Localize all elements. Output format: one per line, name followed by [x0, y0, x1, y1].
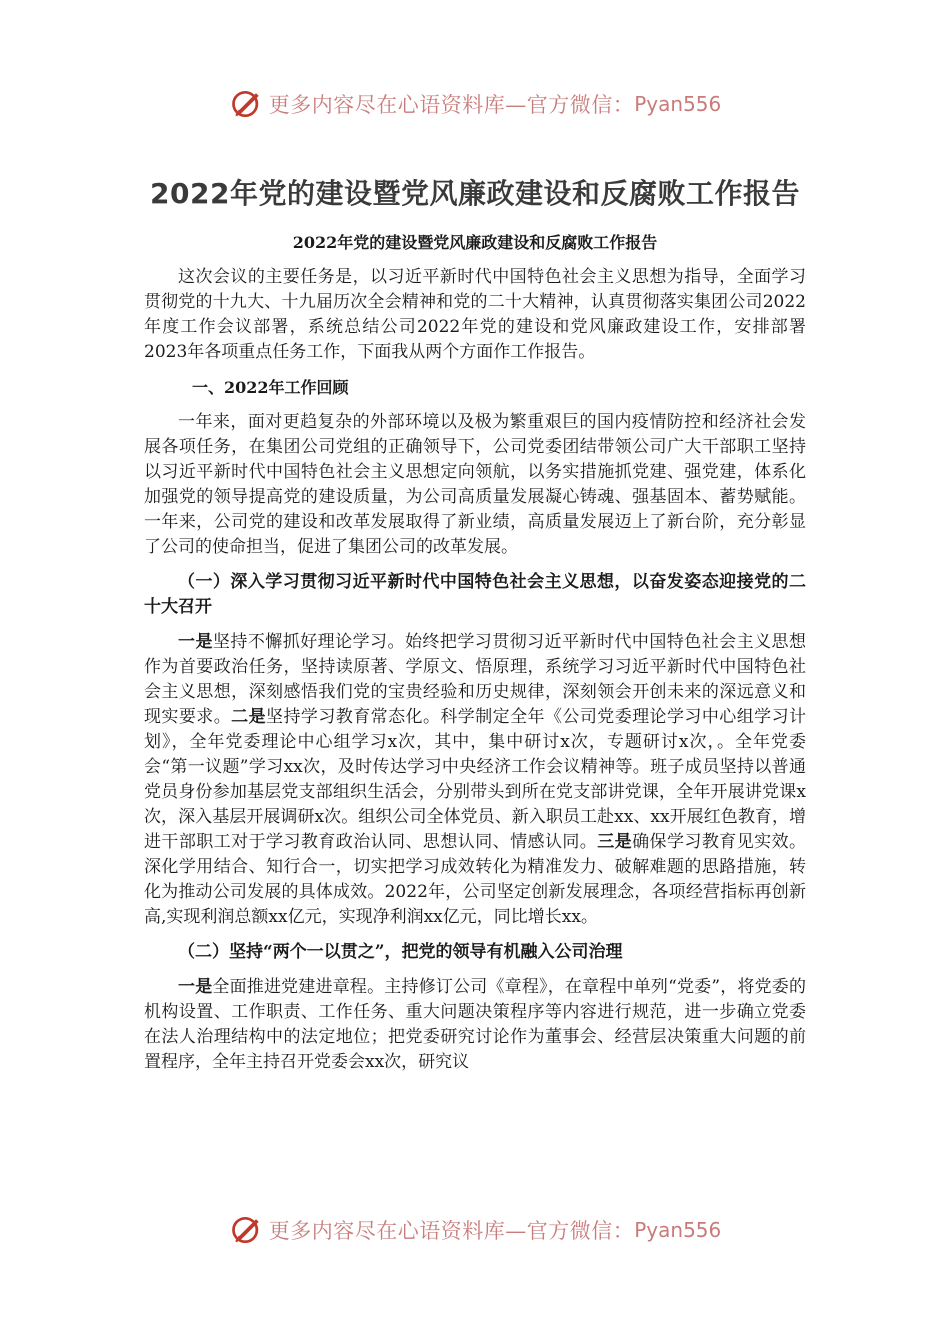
- paragraph-text: 坚持学习教育常态化。科学制定全年《公司党委理论学习中心组学习计划》，全年党委理论中心组学习x次，其中，集中研讨x次，专题研讨x次，。全年党委会“第一议题”学习xx次，及时传达学习中央经济工作会议精神等。班子成员坚持以普通党员身份参加基层党支部组织生活会，分别带头到所在党支部讲党课，全年开展讲党课x次，深入基层开展调研x次。组织公司全体党员、新入职员工赴xx、xx开展红色教育，增进干部职工对于学习教育政治认同、思想认同、情感认同。: [144, 707, 807, 852]
- footer-watermark-banner: [0, 1210, 950, 1250]
- subsection-2-paragraph: [144, 975, 806, 1075]
- paragraph-text: 全面推进党建进章程。主持修订公司《章程》，在章程中单列“党委”，将党委的机构设置、工作职责、工作任务、重大问题决策程序等内容进行规范，进一步确立党委在法人治理结构中的法定地位；把党委研究讨论作为董事会、经营层决策重大问题的前置程序，全年主持召开党委会xx次，研究议: [144, 977, 806, 1072]
- page-title: 2022年党的建设暨党风廉政建设和反腐败工作报告: [150, 177, 800, 210]
- section-heading-review: 一、2022年工作回顾: [192, 378, 349, 397]
- lead-marker: 一是: [178, 632, 213, 652]
- document-subtitle: 2022年党的建设暨党风廉政建设和反腐败工作报告: [292, 233, 658, 252]
- review-paragraph: 一年来，面对更趋复杂的外部环境以及极为繁重艰巨的国内疫情防控和经济社会发展各项任务，在集团公司党组的正确领导下，公司党委团结带领公司广大干部职工坚持以习近平新时代中国特色社会主义思想定向领航，以务实措施抓党建、强党建，体系化加强党的领导提高党的建设质量，为公司高质量发展凝心铸魂、强基固本、蓄势赋能。一年来，公司党的建设和改革发展取得了新业绩，高质量发展迈上了新台阶，充分彰显了公司的使命担当，促进了集团公司的改革发展。: [144, 412, 806, 557]
- lead-marker: 二是: [231, 707, 267, 727]
- subsection-heading-1: （一）深入学习贯彻习近平新时代中国特色社会主义思想，以奋发姿态迎接党的二十大召开: [144, 572, 806, 617]
- banner-wechat-id: Pyan556: [634, 1218, 722, 1242]
- lead-marker: 一是: [178, 977, 213, 997]
- banner-wechat-id: Pyan556: [634, 92, 722, 116]
- header-watermark-banner: [0, 84, 950, 124]
- subsection-heading-2: （二）坚持“两个一以贯之”，把党的领导有机融入公司治理: [178, 942, 623, 962]
- document-body: [144, 230, 806, 1085]
- lead-marker: 三是: [597, 832, 633, 852]
- intro-paragraph: 这次会议的主要任务是，以习近平新时代中国特色社会主义思想为指导，全面学习贯彻党的十九大、十九届历次全会精神和党的二十大精神，认真贯彻落实集团公司2022年度工作会议部署，系统总结公司2022年党的建设和党风廉政建设工作，安排部署2023年各项重点任务工作，下面我从两个方面作工作报告。: [144, 267, 806, 362]
- banner-text: 更多内容尽在心语资料库—官方微信：: [268, 93, 635, 117]
- quill-logo-icon: [229, 1212, 265, 1248]
- banner-text: 更多内容尽在心语资料库—官方微信：: [268, 1219, 635, 1243]
- quill-logo-icon: [229, 86, 265, 122]
- subsection-1-paragraph: [144, 630, 806, 930]
- paragraph-text: 确保学习教育见实效。深化学用结合、知行合一，切实把学习成效转化为精准发力、破解难题的思路措施，转化为推动公司发展的具体成效。2022年，公司坚定创新发展理念，各项经营指标再创新高,实现利润总额xx亿元，实现净利润xx亿元，同比增长xx。: [144, 832, 807, 927]
- paragraph-text: 坚持不懈抓好理论学习。始终把学习贯彻习近平新时代中国特色社会主义思想作为首要政治任务，坚持读原著、学原文、悟原理，系统学习习近平新时代中国特色社会主义思想，深刻感悟我们党的宝贵经验和历史规律，深刻领会开创未来的深远意义和现实要求。: [144, 632, 807, 727]
